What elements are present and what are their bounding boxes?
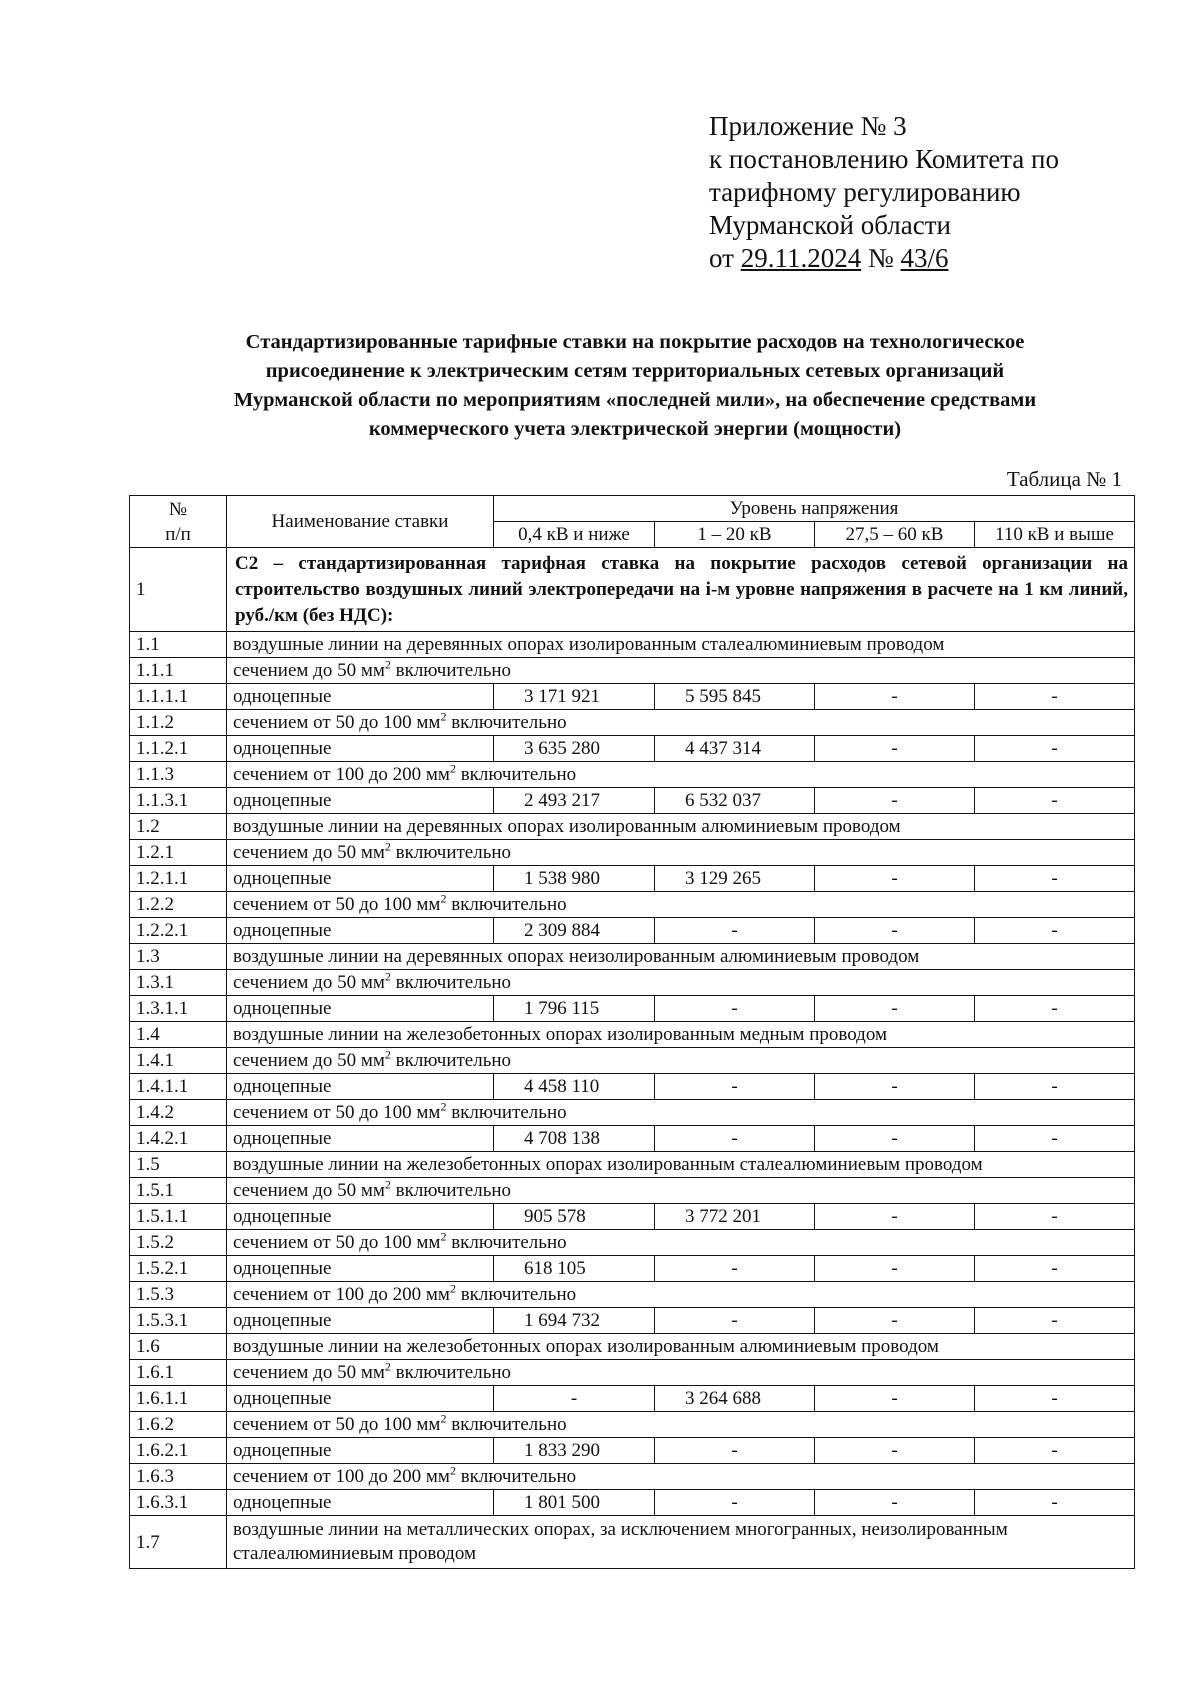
title-line: присоединение к электрическим сетям территориальных сетевых организаций — [265, 360, 1005, 382]
value-cell-1: 2 309 884 — [494, 918, 655, 944]
table-row — [130, 996, 1135, 1022]
table-row — [130, 1230, 1135, 1256]
table-row — [130, 892, 1135, 918]
row-name: одноцепные — [227, 684, 494, 710]
table-row — [130, 944, 1135, 970]
section-text-suffix: включительно — [390, 972, 512, 993]
section-text: сечением от 100 до 200 мм — [233, 1466, 450, 1487]
row-section-text: воздушные линии на железобетонных опорах изолированным сталеалюминиевым проводом — [227, 1152, 1135, 1178]
row-c2-description: С2 – стандартизированная тарифная ставка на покрытие расходов сетевой организации на строительство воздушных линий электропередачи на i-м уровне напряжения в расчете на 1 км линий, руб./км (без НДС): — [227, 548, 1135, 632]
table-row — [130, 1386, 1135, 1412]
row-number: 1.2.2 — [130, 892, 227, 918]
row-number: 1.1.2 — [130, 710, 227, 736]
table-row — [130, 1100, 1135, 1126]
table-row — [130, 710, 1135, 736]
table-row — [130, 1048, 1135, 1074]
row-number: 1.6.2.1 — [130, 1438, 227, 1464]
section-text-suffix: включительно — [455, 764, 577, 785]
table-row — [130, 918, 1135, 944]
value-cell-1: 1 833 290 — [494, 1438, 655, 1464]
table-row — [130, 1022, 1135, 1048]
row-section-text — [227, 1048, 1135, 1074]
table-row — [130, 840, 1135, 866]
section-text: сечением от 50 до 100 мм — [233, 894, 441, 915]
header-no — [130, 496, 227, 548]
value-cell-3: - — [815, 1074, 975, 1100]
value-cell-3: - — [815, 996, 975, 1022]
row-name: одноцепные — [227, 1308, 494, 1334]
superscript: 2 — [384, 1047, 391, 1062]
row-number: 1.5.3 — [130, 1282, 227, 1308]
row-section-text — [227, 1412, 1135, 1438]
table-row — [130, 1438, 1135, 1464]
row-name: одноцепные — [227, 1256, 494, 1282]
row-number: 1.4.1 — [130, 1048, 227, 1074]
row-name: одноцепные — [227, 1438, 494, 1464]
appendix-line-date — [709, 242, 1059, 275]
row-section-text — [227, 892, 1135, 918]
value-cell-2: - — [655, 1438, 815, 1464]
value-cell-4: - — [975, 996, 1135, 1022]
row-section-text — [227, 1282, 1135, 1308]
value-cell-4: - — [975, 1126, 1135, 1152]
row-number: 1.5.1.1 — [130, 1204, 227, 1230]
superscript: 2 — [440, 891, 447, 906]
table-row-c2 — [130, 548, 1135, 632]
table-row — [130, 632, 1135, 658]
title-line: Стандартизированные тарифные ставки на покрытие расходов на технологическое — [245, 331, 1025, 353]
number-sign: № — [867, 243, 894, 273]
value-cell-2: - — [655, 1490, 815, 1516]
table-row — [130, 1074, 1135, 1100]
row-section-text — [227, 710, 1135, 736]
row-number: 1.6.3.1 — [130, 1490, 227, 1516]
row-section-text: воздушные линии на железобетонных опорах изолированным алюминиевым проводом — [227, 1334, 1135, 1360]
superscript: 2 — [449, 761, 456, 776]
value-cell-3: - — [815, 1490, 975, 1516]
table-row — [130, 1516, 1135, 1569]
row-number: 1.5.2 — [130, 1230, 227, 1256]
section-text: сечением до 50 мм — [233, 1050, 385, 1071]
table-row — [130, 1282, 1135, 1308]
row-section-text: воздушные линии на деревянных опорах изолированным алюминиевым проводом — [227, 814, 1135, 840]
table-row — [130, 970, 1135, 996]
table-row — [130, 1204, 1135, 1230]
appendix-block — [709, 110, 1059, 275]
section-text-suffix: включительно — [446, 894, 567, 915]
row-name: одноцепные — [227, 1490, 494, 1516]
tariff-table — [129, 495, 1135, 1569]
table-row — [130, 762, 1135, 788]
section-text: сечением от 50 до 100 мм — [233, 712, 441, 733]
superscript: 2 — [449, 1281, 456, 1296]
row-section-text — [227, 658, 1135, 684]
row-number: 1.1.3.1 — [130, 788, 227, 814]
value-cell-2: - — [655, 1308, 815, 1334]
section-text-suffix: включительно — [455, 1466, 577, 1487]
section-text-suffix: включительно — [390, 660, 512, 681]
row-section-text — [227, 1464, 1135, 1490]
row-section-text — [227, 840, 1135, 866]
row-name: одноцепные — [227, 996, 494, 1022]
header-no-sign: № — [168, 498, 188, 520]
section-text: сечением до 50 мм — [233, 972, 385, 993]
row-number: 1.4.2.1 — [130, 1126, 227, 1152]
row-name: одноцепные — [227, 1126, 494, 1152]
value-cell-4: - — [975, 1308, 1135, 1334]
table-row — [130, 866, 1135, 892]
row-name: одноцепные — [227, 736, 494, 762]
section-text-suffix: включительно — [390, 842, 512, 863]
value-cell-3: - — [815, 1386, 975, 1412]
row-section-text: воздушные линии на деревянных опорах изолированным сталеалюминиевым проводом — [227, 632, 1135, 658]
title-line: коммерческого учета электрической энергии (мощности) — [368, 418, 902, 440]
row-section-text: воздушные линии на металлических опорах, за исключением многогранных, неизолированным сталеалюминиевым проводом — [227, 1516, 1135, 1569]
value-cell-2: - — [655, 1074, 815, 1100]
row-section-text — [227, 762, 1135, 788]
value-cell-3: - — [815, 1204, 975, 1230]
value-cell-4: - — [975, 1386, 1135, 1412]
header-name: Наименование ставки — [227, 496, 494, 548]
section-text-suffix: включительно — [446, 1102, 567, 1123]
row-number: 1.3.1.1 — [130, 996, 227, 1022]
row-number: 1.6.1.1 — [130, 1386, 227, 1412]
value-cell-4: - — [975, 736, 1135, 762]
value-cell-3: - — [815, 788, 975, 814]
section-text: сечением от 50 до 100 мм — [233, 1102, 441, 1123]
table-row — [130, 814, 1135, 840]
row-section-text — [227, 1178, 1135, 1204]
table-row — [130, 1178, 1135, 1204]
row-number: 1.1.2.1 — [130, 736, 227, 762]
table-row — [130, 1256, 1135, 1282]
value-cell-2: 6 532 037 — [655, 788, 815, 814]
section-text: сечением от 50 до 100 мм — [233, 1414, 441, 1435]
row-section-text — [227, 1360, 1135, 1386]
superscript: 2 — [440, 709, 447, 724]
table-row — [130, 1412, 1135, 1438]
row-number: 1.5.2.1 — [130, 1256, 227, 1282]
row-section-text — [227, 970, 1135, 996]
value-cell-1: 1 801 500 — [494, 1490, 655, 1516]
value-cell-3: - — [815, 1438, 975, 1464]
superscript: 2 — [449, 1463, 456, 1478]
section-text-suffix: включительно — [390, 1362, 512, 1383]
table-row — [130, 1490, 1135, 1516]
table-row — [130, 1334, 1135, 1360]
appendix-line: Приложение № 3 — [709, 111, 907, 141]
table-row — [130, 1308, 1135, 1334]
section-text-suffix: включительно — [455, 1284, 577, 1305]
value-cell-2: 4 437 314 — [655, 736, 815, 762]
value-cell-4: - — [975, 788, 1135, 814]
value-cell-2: - — [655, 996, 815, 1022]
value-cell-3: - — [815, 1256, 975, 1282]
row-number: 1.5.1 — [130, 1178, 227, 1204]
superscript: 2 — [440, 1099, 447, 1114]
appendix-prefix: от — [709, 243, 734, 273]
row-number: 1.2 — [130, 814, 227, 840]
superscript: 2 — [384, 657, 391, 672]
row-number: 1 — [130, 548, 227, 632]
value-cell-2: 3 129 265 — [655, 866, 815, 892]
value-cell-1: 1 538 980 — [494, 866, 655, 892]
row-name: одноцепные — [227, 1386, 494, 1412]
row-number: 1.2.1 — [130, 840, 227, 866]
appendix-line: Мурманской области — [709, 210, 951, 240]
value-cell-1: 3 635 280 — [494, 736, 655, 762]
header-v3: 27,5 – 60 кВ — [815, 522, 975, 548]
row-number: 1.4 — [130, 1022, 227, 1048]
title-line: Мурманской области по мероприятиям «последней мили», на обеспечение средствами — [233, 389, 1037, 411]
value-cell-2: 5 595 845 — [655, 684, 815, 710]
value-cell-1: 1 694 732 — [494, 1308, 655, 1334]
row-number: 1.1 — [130, 632, 227, 658]
section-text: сечением до 50 мм — [233, 842, 385, 863]
value-cell-3: - — [815, 1126, 975, 1152]
value-cell-1: 3 171 921 — [494, 684, 655, 710]
value-cell-1: 4 458 110 — [494, 1074, 655, 1100]
row-name: одноцепные — [227, 918, 494, 944]
header-v1: 0,4 кВ и ниже — [494, 522, 655, 548]
row-name: одноцепные — [227, 866, 494, 892]
section-text: сечением до 50 мм — [233, 660, 385, 681]
value-cell-4: - — [975, 684, 1135, 710]
row-number: 1.1.1 — [130, 658, 227, 684]
resolution-number: 43/6 — [900, 243, 949, 273]
row-number: 1.5 — [130, 1152, 227, 1178]
row-section-text — [227, 1100, 1135, 1126]
row-section-text: воздушные линии на железобетонных опорах изолированным медным проводом — [227, 1022, 1135, 1048]
row-number: 1.3.1 — [130, 970, 227, 996]
value-cell-4: - — [975, 866, 1135, 892]
superscript: 2 — [384, 839, 391, 854]
superscript: 2 — [440, 1229, 447, 1244]
section-text-suffix: включительно — [390, 1050, 512, 1071]
section-text-suffix: включительно — [446, 1414, 567, 1435]
value-cell-2: - — [655, 1256, 815, 1282]
value-cell-3: - — [815, 736, 975, 762]
value-cell-4: - — [975, 1204, 1135, 1230]
row-number: 1.6.2 — [130, 1412, 227, 1438]
table-body — [130, 548, 1135, 1569]
value-cell-1: 1 796 115 — [494, 996, 655, 1022]
resolution-date: 29.11.2024 — [740, 243, 862, 273]
value-cell-1: 905 578 — [494, 1204, 655, 1230]
value-cell-1: - — [494, 1386, 655, 1412]
header-v2: 1 – 20 кВ — [655, 522, 815, 548]
value-cell-4: - — [975, 1490, 1135, 1516]
header-row — [130, 496, 1135, 522]
superscript: 2 — [384, 1177, 391, 1192]
row-number: 1.6.3 — [130, 1464, 227, 1490]
value-cell-3: - — [815, 918, 975, 944]
section-text: сечением от 50 до 100 мм — [233, 1232, 441, 1253]
table-row — [130, 736, 1135, 762]
table-row — [130, 1464, 1135, 1490]
value-cell-2: - — [655, 918, 815, 944]
table-row — [130, 1360, 1135, 1386]
row-name: одноцепные — [227, 1074, 494, 1100]
superscript: 2 — [384, 1359, 391, 1374]
value-cell-3: - — [815, 684, 975, 710]
table-row — [130, 1152, 1135, 1178]
row-section-text: воздушные линии на деревянных опорах неизолированным алюминиевым проводом — [227, 944, 1135, 970]
row-number: 1.4.1.1 — [130, 1074, 227, 1100]
row-number: 1.6.1 — [130, 1360, 227, 1386]
document-title — [140, 328, 1130, 444]
table-row — [130, 788, 1135, 814]
section-text: сечением от 100 до 200 мм — [233, 764, 450, 785]
row-number: 1.4.2 — [130, 1100, 227, 1126]
section-text: сечением до 50 мм — [233, 1362, 385, 1383]
section-text-suffix: включительно — [446, 712, 567, 733]
value-cell-4: - — [975, 1256, 1135, 1282]
table-row — [130, 684, 1135, 710]
row-number: 1.6 — [130, 1334, 227, 1360]
row-name: одноцепные — [227, 788, 494, 814]
row-number: 1.1.1.1 — [130, 684, 227, 710]
row-section-text — [227, 1230, 1135, 1256]
row-number: 1.5.3.1 — [130, 1308, 227, 1334]
section-text-suffix: включительно — [390, 1180, 512, 1201]
value-cell-4: - — [975, 1074, 1135, 1100]
row-number: 1.2.1.1 — [130, 866, 227, 892]
row-number: 1.3 — [130, 944, 227, 970]
value-cell-2: 3 772 201 — [655, 1204, 815, 1230]
superscript: 2 — [440, 1411, 447, 1426]
value-cell-1: 2 493 217 — [494, 788, 655, 814]
value-cell-1: 4 708 138 — [494, 1126, 655, 1152]
row-name: одноцепные — [227, 1204, 494, 1230]
header-voltage: Уровень напряжения — [494, 496, 1135, 522]
table-row — [130, 1126, 1135, 1152]
value-cell-3: - — [815, 1308, 975, 1334]
section-text-suffix: включительно — [446, 1232, 567, 1253]
appendix-line: тарифному регулированию — [709, 177, 1021, 207]
table-number: Таблица № 1 — [1006, 467, 1122, 491]
value-cell-3: - — [815, 866, 975, 892]
value-cell-2: - — [655, 1126, 815, 1152]
appendix-line: к постановлению Комитета по — [709, 144, 1059, 174]
row-number: 1.2.2.1 — [130, 918, 227, 944]
table-row — [130, 658, 1135, 684]
section-text: сечением до 50 мм — [233, 1180, 385, 1201]
header-v4: 110 кВ и выше — [975, 522, 1135, 548]
superscript: 2 — [384, 969, 391, 984]
value-cell-4: - — [975, 918, 1135, 944]
value-cell-4: - — [975, 1438, 1135, 1464]
header-no-label: п/п — [165, 523, 191, 545]
section-text: сечением от 100 до 200 мм — [233, 1284, 450, 1305]
value-cell-1: 618 105 — [494, 1256, 655, 1282]
value-cell-2: 3 264 688 — [655, 1386, 815, 1412]
row-number: 1.1.3 — [130, 762, 227, 788]
row-number: 1.7 — [130, 1516, 227, 1569]
